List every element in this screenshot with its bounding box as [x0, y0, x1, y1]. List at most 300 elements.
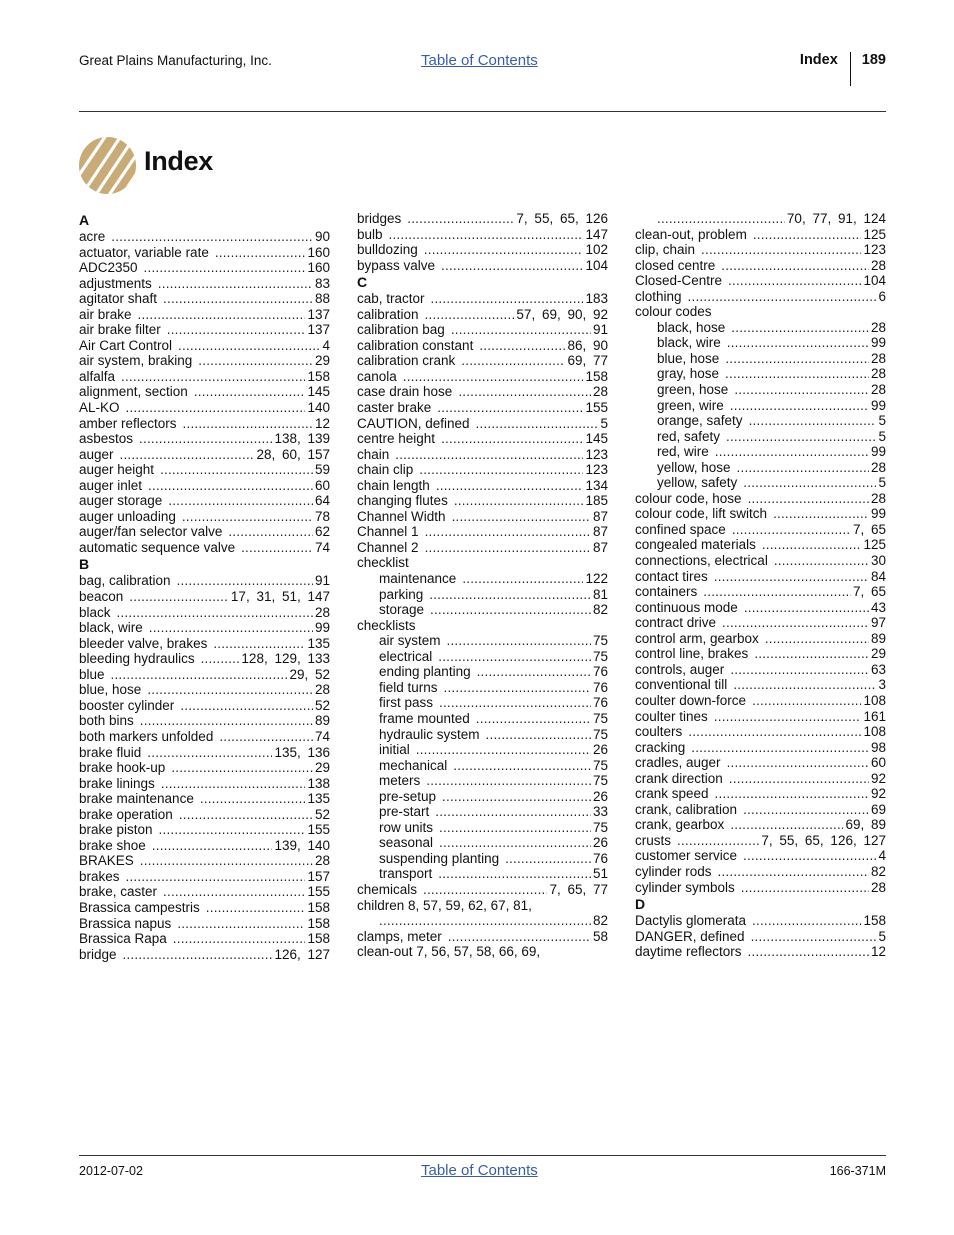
page-references[interactable]: 70, 77, 91, 124: [786, 211, 886, 226]
dot-leader: [748, 944, 869, 960]
page-references[interactable]: 75: [592, 819, 608, 835]
index-term: colour code, lift switch: [635, 506, 768, 522]
dot-leader: [727, 335, 869, 351]
page-references[interactable]: 5: [600, 415, 608, 431]
page-references[interactable]: 92: [870, 770, 886, 786]
index-term: cracking: [635, 739, 686, 755]
page-references[interactable]: 155: [307, 884, 330, 900]
page-references[interactable]: 7, 65: [852, 521, 886, 537]
index-entry: [79, 651, 330, 667]
page-references[interactable]: 137: [307, 306, 330, 322]
index-term: confined space: [635, 521, 726, 537]
index-term: meters: [379, 773, 421, 789]
index-term: changing flutes: [357, 493, 448, 509]
page-references[interactable]: 87: [592, 508, 608, 524]
page-references[interactable]: 76: [592, 695, 608, 711]
page-references[interactable]: 135: [307, 635, 330, 651]
dot-leader: [126, 400, 306, 416]
index-entry: [357, 462, 608, 478]
dot-leader: [731, 320, 869, 336]
index-entry: [357, 742, 608, 758]
index-term: parking: [379, 586, 424, 602]
page-references[interactable]: 99: [870, 506, 886, 522]
page-references[interactable]: 78: [314, 508, 330, 524]
index-term: crank, calibration: [635, 801, 738, 817]
dot-leader: [753, 227, 862, 243]
page-title: Index: [144, 146, 214, 176]
page-references[interactable]: 7, 55, 65, 126: [516, 211, 608, 226]
index-entry: [79, 698, 330, 714]
dot-leader: [395, 447, 583, 463]
index-entry: [635, 880, 886, 896]
page-references[interactable]: 125: [863, 537, 886, 553]
page-references[interactable]: 26: [592, 742, 608, 758]
dot-leader: [725, 351, 869, 367]
page-references[interactable]: 28: [870, 490, 886, 506]
page-references[interactable]: 99: [314, 620, 330, 636]
page-references[interactable]: 75: [592, 773, 608, 789]
index-entry: [635, 786, 886, 802]
page-references[interactable]: 158: [307, 899, 330, 915]
page-references[interactable]: 28: [870, 257, 886, 273]
page-references[interactable]: 74: [314, 728, 330, 744]
toc-link-header[interactable]: Table of Contents: [421, 52, 538, 69]
index-term: crank direction: [635, 770, 723, 786]
index-entry: [357, 773, 608, 789]
index-term: brakes: [79, 868, 120, 884]
dot-leader: [160, 462, 313, 478]
index-entry: [635, 242, 886, 258]
page-references[interactable]: 75: [592, 710, 608, 726]
index-term: Air Cart Control: [79, 337, 173, 353]
index-entry: [357, 695, 608, 711]
page-references[interactable]: 158: [307, 915, 330, 931]
dot-leader: [158, 276, 313, 292]
page-references[interactable]: 69: [870, 801, 886, 817]
page-references[interactable]: 99: [870, 397, 886, 413]
page-references[interactable]: 82: [870, 863, 886, 879]
page-references[interactable]: 158: [307, 368, 330, 384]
dot-leader: [228, 524, 313, 540]
page-references[interactable]: 5: [878, 413, 886, 429]
page-references[interactable]: 87: [592, 539, 608, 555]
index-entry: [79, 760, 330, 776]
dot-leader: [447, 633, 591, 649]
index-term: brake shoe: [79, 837, 146, 853]
index-entry: [635, 320, 886, 336]
page-references[interactable]: 26: [592, 835, 608, 851]
page-references[interactable]: 145: [585, 431, 608, 447]
index-term: ending planting: [379, 664, 471, 680]
index-entry: [79, 245, 330, 261]
page-references[interactable]: 140: [307, 400, 330, 416]
page-references[interactable]: 74: [314, 539, 330, 555]
page-references[interactable]: 28: [314, 604, 330, 620]
index-term: seasonal: [379, 835, 434, 851]
page-references[interactable]: 108: [863, 724, 886, 740]
index-term: yellow, safety: [657, 475, 738, 491]
index-entry: [357, 227, 608, 243]
page-references[interactable]: 155: [585, 400, 608, 416]
page-references[interactable]: 52: [314, 697, 330, 713]
header-separator: [850, 52, 851, 86]
index-entry: [357, 493, 608, 509]
page-references[interactable]: 128, 129, 133: [241, 651, 330, 667]
page-references[interactable]: 52: [314, 806, 330, 822]
page-references[interactable]: 83: [314, 275, 330, 291]
index-term: controls, auger: [635, 661, 725, 677]
index-term: caster brake: [357, 400, 432, 416]
dot-leader: [752, 913, 861, 929]
index-term: clip, chain: [635, 242, 696, 258]
page-references[interactable]: 123: [585, 462, 608, 478]
page-references[interactable]: 33: [592, 804, 608, 820]
index-entry: [357, 944, 608, 960]
page-references[interactable]: 90: [314, 229, 330, 244]
page-references[interactable]: 76: [592, 664, 608, 680]
dot-leader: [744, 600, 869, 616]
index-term: both bins: [79, 713, 134, 729]
page-references[interactable]: 102: [585, 242, 608, 258]
page-references[interactable]: 28: [870, 459, 886, 475]
index-entry: [635, 913, 886, 929]
page-references[interactable]: 76: [592, 679, 608, 695]
index-entry: [79, 884, 330, 900]
page-references[interactable]: 155: [307, 822, 330, 838]
page-references[interactable]: 28, 60, 157: [256, 446, 330, 462]
page-references[interactable]: 126, 127: [274, 946, 330, 962]
index-entry: [357, 400, 608, 416]
index-entry: [79, 447, 330, 463]
page-references[interactable]: 86, 90: [567, 337, 608, 353]
index-entry: [357, 555, 608, 571]
dot-leader: [117, 605, 313, 621]
index-entry: [79, 307, 330, 323]
index-term: containers: [635, 584, 698, 600]
index-entry: [357, 571, 608, 587]
page-references[interactable]: 12: [870, 944, 886, 960]
index-entry: [635, 429, 886, 445]
page-references[interactable]: 137: [307, 322, 330, 338]
page-references[interactable]: 29: [870, 646, 886, 662]
dot-leader: [215, 245, 306, 261]
index-term: gray, hose: [657, 366, 720, 382]
index-term: bridges: [357, 211, 402, 226]
page-references[interactable]: 63: [870, 661, 886, 677]
page-references[interactable]: 125: [863, 226, 886, 242]
dot-leader: [436, 478, 584, 494]
dot-leader: [743, 475, 876, 491]
page-references[interactable]: 183: [585, 291, 608, 307]
dot-leader: [179, 807, 313, 823]
page-references[interactable]: 147: [585, 226, 608, 242]
page-references[interactable]: 28: [314, 853, 330, 869]
page-references[interactable]: 158: [585, 368, 608, 384]
page-references[interactable]: 75: [592, 633, 608, 649]
dot-leader: [730, 662, 869, 678]
page-references[interactable]: 58: [592, 928, 608, 944]
page-references[interactable]: 76: [592, 850, 608, 866]
page-references[interactable]: 28: [314, 682, 330, 698]
index-entry: [79, 589, 330, 605]
page-references[interactable]: 123: [585, 446, 608, 462]
index-term: alignment, section: [79, 384, 188, 400]
index-entry: [635, 227, 886, 243]
index-term: CAUTION, defined: [357, 415, 470, 431]
section-letter: C: [357, 274, 368, 291]
page-references[interactable]: 69, 89: [845, 817, 886, 833]
dot-leader: [451, 322, 591, 338]
index-term: brake maintenance: [79, 791, 194, 807]
page-references[interactable]: 57, 69, 90, 92: [516, 306, 608, 322]
page-references[interactable]: 82: [592, 602, 608, 618]
dot-leader: [389, 227, 584, 243]
index-term: conventional till: [635, 677, 728, 693]
index-term: beacon: [79, 589, 124, 605]
index-term: adjustments: [79, 275, 152, 291]
index-term: air system, braking: [79, 353, 193, 369]
page-references[interactable]: 28: [870, 350, 886, 366]
index-term: AL-KO: [79, 400, 120, 416]
index-term: contract drive: [635, 615, 717, 631]
page-references[interactable]: 92: [870, 786, 886, 802]
index-term: control arm, gearbox: [635, 630, 759, 646]
page-references[interactable]: 161: [863, 708, 886, 724]
page-references[interactable]: 75: [592, 757, 608, 773]
index-term: black, hose: [657, 319, 726, 335]
dot-leader: [688, 289, 877, 305]
page-references[interactable]: 75: [592, 648, 608, 664]
page-references[interactable]: 28: [870, 319, 886, 335]
dot-leader: [121, 369, 305, 385]
dot-leader: [219, 729, 313, 745]
toc-link-footer[interactable]: Table of Contents: [421, 1162, 538, 1179]
page-references[interactable]: 139, 140: [274, 837, 330, 853]
page-references[interactable]: 158: [307, 931, 330, 947]
dot-leader: [424, 242, 584, 258]
page-references[interactable]: 104: [585, 257, 608, 273]
page-references[interactable]: 145: [307, 384, 330, 400]
index-entry: [357, 509, 608, 525]
page-references[interactable]: 69, 77: [567, 353, 608, 369]
page-references[interactable]: 4: [878, 848, 886, 864]
dot-leader: [442, 789, 591, 805]
dot-leader: [722, 615, 869, 631]
page-references[interactable]: 99: [870, 335, 886, 351]
page-references[interactable]: 185: [585, 493, 608, 509]
dot-leader: [458, 384, 591, 400]
page-references[interactable]: 88: [314, 291, 330, 307]
page-references[interactable]: 84: [870, 568, 886, 584]
index-term: auger/fan selector valve: [79, 524, 223, 540]
page-references[interactable]: 108: [863, 692, 886, 708]
index-entry: [357, 540, 608, 556]
page-references[interactable]: 89: [314, 713, 330, 729]
page-references[interactable]: 4: [322, 337, 330, 353]
page-references[interactable]: 158: [863, 913, 886, 929]
page-references[interactable]: 134: [585, 477, 608, 493]
dot-leader: [727, 755, 869, 771]
page-references[interactable]: 64: [314, 493, 330, 509]
page-references[interactable]: 160: [307, 260, 330, 276]
index-term: colour codes: [635, 304, 712, 320]
index-entry: [635, 833, 886, 849]
page-references[interactable]: 138: [307, 775, 330, 791]
dot-leader: [476, 711, 591, 727]
index-term: coulter tines: [635, 708, 708, 724]
page-references[interactable]: 28: [870, 879, 886, 895]
page-references[interactable]: 138, 139: [274, 431, 330, 447]
page-references[interactable]: 81: [592, 586, 608, 602]
page-references[interactable]: 28: [870, 366, 886, 382]
index-entry: [79, 524, 330, 540]
dot-leader: [691, 740, 869, 756]
dot-leader: [198, 353, 313, 369]
dot-leader: [444, 680, 591, 696]
index-term: crusts: [635, 832, 672, 848]
dot-leader: [161, 776, 306, 792]
index-term: bag, calibration: [79, 573, 171, 589]
dot-leader: [111, 667, 288, 683]
index-term: customer service: [635, 848, 738, 864]
page-references[interactable]: 28: [870, 382, 886, 398]
dot-leader: [748, 491, 869, 507]
page-references[interactable]: 28: [592, 384, 608, 400]
index-entry: [79, 338, 330, 354]
page-references[interactable]: 7, 65: [852, 584, 886, 600]
dot-leader: [438, 866, 591, 882]
index-entry: [635, 584, 886, 600]
dot-leader: [183, 416, 313, 432]
page-number: 189: [861, 52, 886, 68]
page-references[interactable]: 89: [870, 630, 886, 646]
page-references[interactable]: 60: [870, 755, 886, 771]
page-references[interactable]: 87: [592, 524, 608, 540]
index-entry: [79, 636, 330, 652]
index-term: brake piston: [79, 822, 153, 838]
dot-leader: [403, 369, 584, 385]
index-entry: [635, 740, 886, 756]
index-term: contact tires: [635, 568, 708, 584]
section-letter: D: [635, 896, 646, 913]
dot-leader: [773, 506, 869, 522]
index-entry: [79, 369, 330, 385]
page-references[interactable]: 98: [870, 739, 886, 755]
page-references[interactable]: 135: [307, 791, 330, 807]
page-references[interactable]: 60: [314, 477, 330, 493]
page-references[interactable]: 43: [870, 599, 886, 615]
index-term: pre-setup: [379, 788, 437, 804]
page-references[interactable]: 123: [863, 242, 886, 258]
index-term: green, hose: [657, 382, 729, 398]
page-references[interactable]: 30: [870, 553, 886, 569]
page-references[interactable]: 82: [592, 913, 608, 929]
dot-leader: [754, 646, 869, 662]
page-references[interactable]: 5: [878, 428, 886, 444]
index-entry: [79, 276, 330, 292]
dot-leader: [734, 382, 869, 398]
page-references[interactable]: 62: [314, 524, 330, 540]
index-term: control line, brakes: [635, 646, 749, 662]
index-entry: [79, 822, 330, 838]
page-references[interactable]: 26: [592, 788, 608, 804]
index-term: connections, electrical: [635, 553, 768, 569]
page-references[interactable]: 17, 31, 51, 147: [230, 589, 330, 605]
index-entry: [357, 353, 608, 369]
dot-leader: [462, 571, 583, 587]
dot-leader: [126, 869, 306, 885]
index-term: Dactylis glomerata: [635, 913, 747, 929]
page-references[interactable]: 75: [592, 726, 608, 742]
dot-leader: [730, 398, 869, 414]
page-references[interactable]: 29: [314, 760, 330, 776]
page-references[interactable]: 7, 65, 77: [549, 881, 608, 897]
index-entry: [79, 573, 330, 589]
dot-leader: [168, 493, 313, 509]
page-references[interactable]: 29: [314, 353, 330, 369]
page-references[interactable]: 91: [592, 322, 608, 338]
index-entry: [635, 944, 886, 960]
index-entry: [79, 353, 330, 369]
index-term: yellow, hose: [657, 459, 731, 475]
page-references[interactable]: 135, 136: [274, 744, 330, 760]
great-plains-logo-icon: [79, 137, 136, 194]
footer-date: 2012-07-02: [79, 1164, 143, 1178]
page-references[interactable]: 91: [314, 573, 330, 589]
index-term: clamps, meter: [357, 928, 442, 944]
dot-leader: [452, 509, 591, 525]
index-entry: [635, 615, 886, 631]
index-entry: [79, 682, 330, 698]
dot-leader: [167, 322, 306, 338]
page-references[interactable]: 122: [585, 571, 608, 587]
dot-leader: [425, 524, 591, 540]
dot-leader: [688, 724, 861, 740]
page-references[interactable]: 99: [870, 444, 886, 460]
page-references[interactable]: 97: [870, 615, 886, 631]
index-entry: [79, 400, 330, 416]
index-term: crank, gearbox: [635, 817, 725, 833]
index-term: case drain hose: [357, 384, 453, 400]
section-letter: A: [79, 212, 90, 228]
page-references[interactable]: 12: [314, 415, 330, 431]
page-references[interactable]: 5: [878, 928, 886, 944]
page-references[interactable]: 6: [878, 288, 886, 304]
page-references[interactable]: 5: [878, 475, 886, 491]
page-references[interactable]: 157: [307, 868, 330, 884]
page-references[interactable]: 104: [863, 273, 886, 289]
dot-leader: [774, 553, 869, 569]
dot-leader: [439, 695, 591, 711]
index-term: calibration bag: [357, 322, 445, 338]
dot-leader: [416, 742, 591, 758]
page-references[interactable]: 7, 55, 65, 126, 127: [761, 832, 886, 848]
dot-leader: [149, 620, 313, 636]
dot-leader: [147, 682, 313, 698]
index-entry: [635, 771, 886, 787]
page-references[interactable]: 160: [307, 244, 330, 260]
page-references[interactable]: 29, 52: [289, 666, 330, 682]
dot-leader: [453, 758, 591, 774]
index-entry: [357, 478, 608, 494]
page-references[interactable]: 59: [314, 462, 330, 478]
index-entry: [79, 838, 330, 854]
index-entry: [635, 273, 886, 289]
page-references[interactable]: 51: [592, 866, 608, 882]
page-references[interactable]: 3: [878, 677, 886, 693]
index-term: brake operation: [79, 806, 173, 822]
index-entry: [357, 384, 608, 400]
